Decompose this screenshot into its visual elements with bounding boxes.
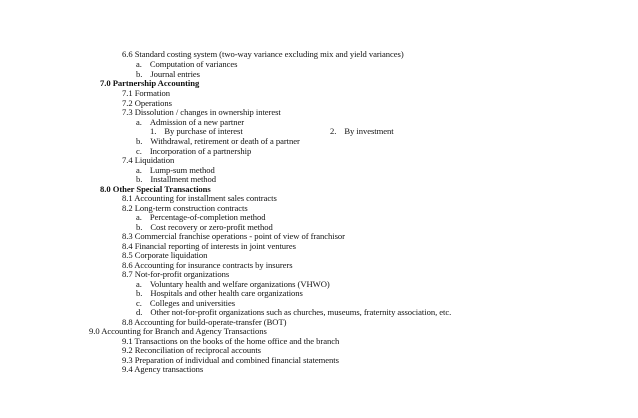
outline-subitem-8-7-b bbox=[136, 288, 303, 298]
subitem-marker: a. bbox=[136, 212, 142, 222]
outline-item-7-1: 7.1 Formation bbox=[122, 88, 171, 98]
outline-subitem-8-2-a bbox=[136, 212, 266, 222]
subitem-text: Journal entries bbox=[150, 69, 200, 79]
outline-item-8-7: 8.7 Not-for-profit organizations bbox=[122, 269, 230, 279]
outline-item-8-4: 8.4 Financial reporting of interests in joint ventures bbox=[122, 241, 296, 251]
outline-item-7-2: 7.2 Operations bbox=[122, 98, 172, 108]
subitem-marker: c. bbox=[136, 298, 142, 308]
subsubitem-text: By purchase of interest bbox=[164, 126, 243, 136]
subitem-text: Other not-for-profit organizations such as churches, museums, fraternity association, etc. bbox=[150, 307, 452, 317]
subsubitem-marker: 1. bbox=[150, 126, 157, 136]
subitem-text: Lump-sum method bbox=[149, 165, 215, 175]
subitem-text: Colleges and universities bbox=[149, 298, 236, 308]
subitem-text: Admission of a new partner bbox=[149, 117, 245, 127]
outline-item-6-6: 6.6 Standard costing system (two-way variance excluding mix and yield variances) bbox=[122, 49, 404, 59]
section-heading-8-0: 8.0 Other Special Transactions bbox=[100, 184, 211, 194]
subitem-marker: b. bbox=[136, 222, 143, 232]
outline-item-9-1: 9.1 Transactions on the books of the home office and the branch bbox=[122, 336, 340, 346]
outline-item-9-2: 9.2 Reconciliation of reciprocal accounts bbox=[122, 345, 261, 355]
subitem-marker: b. bbox=[136, 69, 143, 79]
outline-item-7-4: 7.4 Liquidation bbox=[122, 155, 175, 165]
subitem-text: Voluntary health and welfare organizations (VHWO) bbox=[149, 279, 330, 289]
subitem-text: Percentage-of-completion method bbox=[149, 212, 266, 222]
subitem-marker: a. bbox=[136, 165, 142, 175]
section-heading-7-0: 7.0 Partnership Accounting bbox=[100, 78, 200, 88]
outline-subitem-7-3-b bbox=[136, 136, 300, 146]
subsubitem-marker: 2. bbox=[330, 126, 337, 136]
outline-item-9-3: 9.3 Preparation of individual and combined financial statements bbox=[122, 355, 339, 365]
subitem-text: Installment method bbox=[150, 174, 217, 184]
section-heading-9-0: 9.0 Accounting for Branch and Agency Transactions bbox=[89, 326, 267, 336]
subitem-text: Withdrawal, retirement or death of a partner bbox=[150, 136, 300, 146]
outline-item-9-4: 9.4 Agency transactions bbox=[122, 364, 204, 374]
outline-subitem-8-7-d bbox=[136, 307, 451, 317]
subitem-text: Computation of variances bbox=[149, 59, 238, 69]
outline-item-8-1: 8.1 Accounting for installment sales contracts bbox=[122, 193, 277, 203]
outline-subsubitem-7-3-a-2 bbox=[330, 126, 394, 136]
subitem-text: Hospitals and other health care organizations bbox=[150, 288, 303, 298]
subitem-marker: b. bbox=[136, 288, 143, 298]
outline-item-8-2: 8.2 Long-term construction contracts bbox=[122, 203, 248, 213]
outline-item-7-3: 7.3 Dissolution / changes in ownership interest bbox=[122, 107, 281, 117]
outline-item-8-8: 8.8 Accounting for build-operate-transfer (BOT) bbox=[122, 317, 287, 327]
outline-subitem-7-4-b bbox=[136, 174, 216, 184]
subitem-marker: c. bbox=[136, 146, 142, 156]
outline-item-8-6: 8.6 Accounting for insurance contracts by insurers bbox=[122, 260, 293, 270]
subitem-marker: a. bbox=[136, 279, 142, 289]
outline-subitem-6-6-a bbox=[136, 59, 237, 69]
subitem-marker: b. bbox=[136, 136, 143, 146]
outline-item-8-3: 8.3 Commercial franchise operations - point of view of franchisor bbox=[122, 231, 345, 241]
outline-item-8-5: 8.5 Corporate liquidation bbox=[122, 250, 208, 260]
subitem-marker: a. bbox=[136, 117, 142, 127]
subitem-marker: b. bbox=[136, 174, 143, 184]
subitem-marker: d. bbox=[136, 307, 143, 317]
subitem-marker: a. bbox=[136, 59, 142, 69]
subitem-text: Cost recovery or zero-profit method bbox=[150, 222, 273, 232]
subsubitem-text: By investment bbox=[344, 126, 394, 136]
subitem-text: Incorporation of a partnership bbox=[149, 146, 252, 156]
outline-subsubitem-7-3-a-1 bbox=[150, 126, 243, 136]
